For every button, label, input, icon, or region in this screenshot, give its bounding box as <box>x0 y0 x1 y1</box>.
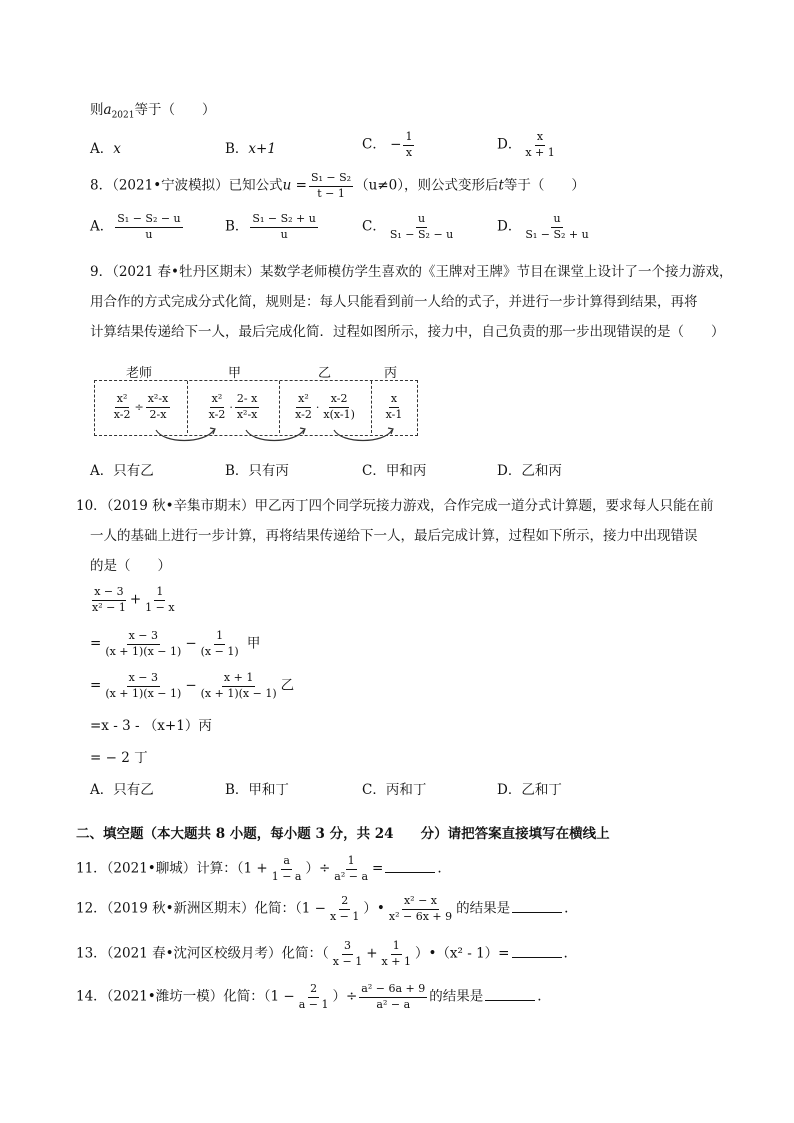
relay-cell-teacher: $\frac{\text{x²}}{x-2}$ ÷ $\frac{\text{x²-x}}{2-x}$ <box>95 381 188 433</box>
q7-option-b[interactable]: B．x+1 <box>225 141 276 157</box>
q7-stem-tail: 则$a_{2021}$等于（ ） <box>90 102 216 121</box>
relay-arrow-2 <box>246 430 304 441</box>
section-heading: 二、填空题（本大题共 8 小题，每小题 3 分，共 24 分）请把答案直接填写在横线上 <box>76 826 610 842</box>
q14: 14．（2021•潍坊一模）化简：（1 − $\frac{2}{a - 1}$ ）÷ $\frac{\text{a² − 6a + 9}}{\text{a² − a}}$ 的结果是 . <box>76 982 542 1011</box>
q9-option-a[interactable]: A．只有乙 <box>90 463 154 479</box>
q12: 12．（2019 秋•新洲区期末）化简：（1 − $\frac{2}{x - 1}$ ）• $\frac{\text{x² − x}}{\text{x² − 6x + 9}}$ 的结果是 . <box>76 894 569 923</box>
q10-step2: = $\frac{x - 3}{(x + 1)(x - 1)}$ − $\frac{x + 1}{(x + 1)(x - 1)}$ 乙 <box>90 671 295 700</box>
relay-cell-bing: $\frac{x}{x-1}$ <box>385 391 403 421</box>
relay-arrow-3 <box>334 430 392 441</box>
q10-option-c[interactable]: C．丙和丁 <box>362 782 427 798</box>
q7-option-a[interactable]: A．x <box>90 141 121 157</box>
q8-option-b[interactable]: B． $\frac{\text{S₁ − S₂ + u}}{u}$ <box>225 212 316 241</box>
q10-step3: =x - 3 - （x+1）丙 <box>90 718 212 734</box>
q10-option-a[interactable]: A．只有乙 <box>90 782 154 798</box>
q9-stem-line3: 计算结果传递给下一人，最后完成化简．过程如图所示，接力中，自己负责的那一步出现错误的是（ ） <box>90 324 725 340</box>
q8-option-a[interactable]: A． $\frac{\text{S₁ − S₂ − u}}{u}$ <box>90 212 181 241</box>
q10-step4: = − 2 丁 <box>90 750 148 766</box>
q9-stem-line2: 用合作的方式完成分式化简，规则是：每人只能看到前一人给的式子，并进行一步计算得到结果，再将 <box>90 294 698 310</box>
q10-step1: = $\frac{x - 3}{(x + 1)(x - 1)}$ − $\frac{1}{(x - 1)}$ 甲 <box>90 629 261 658</box>
q10-stem-line3: 的是（ ） <box>90 558 171 574</box>
q10-option-d[interactable]: D．乙和丁 <box>497 782 562 798</box>
q14-answer-blank[interactable] <box>485 988 535 1001</box>
relay-header-teacher: 老师 <box>126 366 153 381</box>
q9-option-c[interactable]: C．甲和丙 <box>362 463 427 479</box>
q11: 11．（2021•聊城）计算：（1 + $\frac{a}{1 - a}$ ）÷ $\frac{1}{\text{a² − a}}$ = . <box>76 854 442 883</box>
relay-arrow-1 <box>156 430 214 441</box>
relay-header-bing: 丙 <box>384 366 398 381</box>
relay-header-jia: 甲 <box>228 366 242 381</box>
q12-answer-blank[interactable] <box>512 900 562 913</box>
q11-answer-blank[interactable] <box>385 860 435 873</box>
q13: 13．（2021 春•沈河区校级月考）化简：（ $\frac{3}{x - 1}$ + $\frac{1}{x + 1}$ ）•（x² - 1）= . <box>76 939 568 968</box>
q10-option-b[interactable]: B．甲和丁 <box>225 782 289 798</box>
q9-stem-line1: 9．（2021 春•牡丹区期末）某数学老师模仿学生喜欢的《王牌对王牌》节目在课堂上设计了一个接力游戏， <box>90 264 733 280</box>
relay-cell-jia: $\frac{\text{x²}}{x-2}$ · $\frac{2- x}{\text{x²-x}}$ <box>187 381 280 433</box>
relay-cell-yi: $\frac{\text{x²}}{x-2}$ · $\frac{x-2}{x(x-1)}$ <box>279 381 372 433</box>
q9-option-b[interactable]: B．只有丙 <box>225 463 289 479</box>
q8-option-d[interactable]: D． $\frac{u}{\text{S₁ − S₂ + u}}$ <box>497 212 589 241</box>
q7-option-c[interactable]: C． − $\frac{1}{x}$ <box>362 130 413 159</box>
q8-option-c[interactable]: C． $\frac{u}{\text{S₁ − S₂ − u}}$ <box>362 212 454 241</box>
q13-answer-blank[interactable] <box>512 945 562 958</box>
q10-step0: $\frac{x - 3}{\text{x² − 1}}$ + $\frac{1}{1 - x}$ <box>92 585 175 614</box>
q10-stem-line2: 一人的基础上进行一步计算，再将结果传递给下一人，最后完成计算，过程如下所示，接力中出现错误 <box>90 528 698 544</box>
q7-option-d[interactable]: D． $\frac{x}{x + 1}$ <box>497 130 555 159</box>
q10-stem-line1: 10．（2019 秋•辛集市期末）甲乙丙丁四个同学玩接力游戏，合作完成一道分式计算题，要求每人只能在前 <box>76 498 714 514</box>
relay-header-yi: 乙 <box>318 366 332 381</box>
q9-option-d[interactable]: D．乙和丙 <box>497 463 562 479</box>
q8-stem: 8．（2021•宁波模拟）已知公式u = $\frac{\text{S₁ − S₂}}{t - 1}$ （u≠0），则公式变形后t等于（ ） <box>90 171 585 200</box>
